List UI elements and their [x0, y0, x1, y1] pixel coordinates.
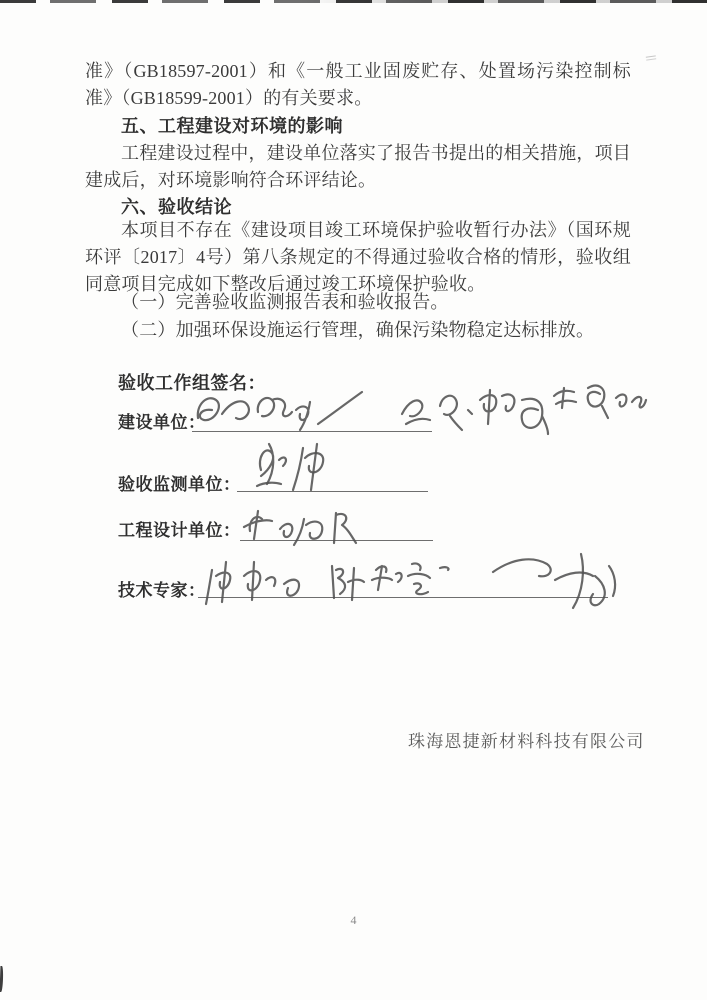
- signature-technical-expert-2: [324, 556, 454, 606]
- signature-construction-unit-2: [396, 380, 551, 442]
- signature-engineering-design-unit: [240, 503, 360, 551]
- paragraph-section-6: 本项目不存在《建设项目竣工环境保护验收暂行办法》（国环规环评〔2017〕4号）第八条规定的不得通过验收合格的情形，验收组同意项目完成如下整改后通过竣工环境保护验收。: [85, 220, 631, 294]
- scan-artifact-speck: [646, 55, 656, 60]
- label-acceptance-monitoring-unit: 验收监测单位：: [118, 475, 241, 494]
- paragraph-standards-continuation: 准》（GB18597-2001）和《一般工业固废贮存、处置场污染控制标准》（GB18599-2001）的有关要求。: [85, 61, 631, 108]
- signature-construction-unit-3: [548, 376, 650, 428]
- signature-acceptance-monitoring-unit: [245, 436, 345, 498]
- signature-technical-expert-1: [200, 554, 312, 610]
- label-technical-experts: 技术专家：: [118, 581, 206, 600]
- heading-section-5-impact: 五、工程建设对环境的影响: [121, 116, 343, 136]
- signature-construction-unit-1: [192, 388, 367, 440]
- paragraph-section-5: 工程建设过程中，建设单位落实了报告书提出的相关措施，项目建成后，对环境影响符合环评结论。: [85, 143, 631, 190]
- company-name: 珠海恩捷新材料科技有限公司: [408, 732, 645, 751]
- paragraph-rectify-item-2: （二）加强环保设施运行管理，确保污染物稳定达标排放。: [121, 320, 595, 340]
- paragraph-rectify-item-1: （一）完善验收监测报告表和验收报告。: [121, 292, 449, 312]
- page-number: 4: [350, 913, 357, 927]
- scan-artifact-top-edge: [0, 0, 707, 3]
- signature-section-heading: 验收工作组签名：: [118, 373, 266, 393]
- label-construction-unit: 建设单位：: [118, 413, 206, 432]
- signature-technical-expert-3: [485, 548, 620, 612]
- heading-section-6-conclusion: 六、验收结论: [121, 197, 232, 217]
- scan-artifact-left-edge: [0, 966, 3, 992]
- label-engineering-design-unit: 工程设计单位：: [118, 521, 241, 540]
